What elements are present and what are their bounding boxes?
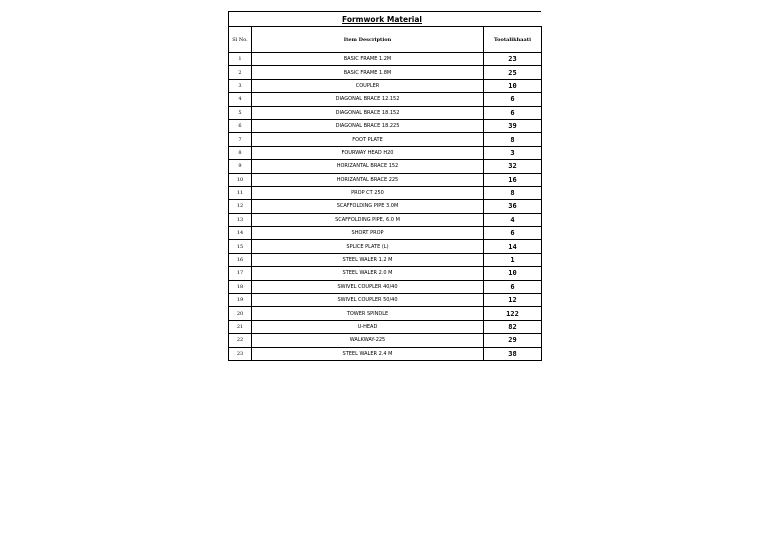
row-item-description: SWIVEL COUPLER 50/40 [252,294,484,307]
row-sl-no: 6 [229,119,252,132]
row-item-description: SPLICE PLATE (L) [252,240,484,253]
table-row [229,79,542,92]
row-item-description: SCAFFOLDING PIPE, 6.0 M [252,213,484,226]
table-row [229,307,542,320]
material-table [228,26,542,361]
row-sl-no: 10 [229,173,252,186]
row-item-description: DIAGONAL BRACE 18.225 [252,119,484,132]
table-row [229,133,542,146]
table-row [229,227,542,240]
table-row [229,240,542,253]
table-row [229,53,542,66]
header-sl-no: Sl No. [229,27,252,53]
row-quantity: 3 [484,146,542,159]
row-quantity: 12 [484,294,542,307]
row-quantity: 82 [484,320,542,333]
row-sl-no: 8 [229,146,252,159]
row-quantity: 8 [484,133,542,146]
row-quantity: 6 [484,227,542,240]
sheet-title: Formwork Material [342,15,422,24]
row-item-description: DIAGONAL BRACE 18.152 [252,106,484,119]
row-quantity: 6 [484,280,542,293]
row-item-description: PROP CT 250 [252,186,484,199]
row-sl-no: 3 [229,79,252,92]
row-item-description: SWIVEL COUPLER 40/40 [252,280,484,293]
table-row [229,267,542,280]
row-quantity: 14 [484,240,542,253]
row-item-description: TOWER SPINDLE [252,307,484,320]
row-sl-no: 19 [229,294,252,307]
row-quantity: 38 [484,347,542,360]
row-quantity: 8 [484,186,542,199]
row-quantity: 29 [484,334,542,347]
table-body [229,53,542,361]
row-quantity: 32 [484,160,542,173]
table-row [229,146,542,159]
row-quantity: 4 [484,213,542,226]
row-item-description: WALKWAY-225 [252,334,484,347]
formwork-sheet [228,11,541,361]
row-sl-no: 23 [229,347,252,360]
row-quantity: 1 [484,253,542,266]
row-sl-no: 13 [229,213,252,226]
header-item-description: Item Description [252,27,484,53]
row-quantity: 39 [484,119,542,132]
table-row [229,200,542,213]
row-item-description: STEEL WALER 1.2 M [252,253,484,266]
row-sl-no: 7 [229,133,252,146]
row-item-description: SCAFFOLDING PIPE 3.0M [252,200,484,213]
row-quantity: 23 [484,53,542,66]
row-item-description: FOURWAY HEAD H20 [252,146,484,159]
row-item-description: FOOT PLATE [252,133,484,146]
row-sl-no: 20 [229,307,252,320]
row-sl-no: 17 [229,267,252,280]
row-quantity: 122 [484,307,542,320]
row-sl-no: 9 [229,160,252,173]
row-sl-no: 21 [229,320,252,333]
table-row [229,186,542,199]
table-row [229,66,542,79]
row-quantity: 10 [484,267,542,280]
row-sl-no: 12 [229,200,252,213]
header-quantity: Tootalikhaati [484,27,542,53]
row-quantity: 36 [484,200,542,213]
row-sl-no: 22 [229,334,252,347]
table-row [229,106,542,119]
table-row [229,173,542,186]
table-row [229,93,542,106]
row-item-description: SHORT PROP [252,227,484,240]
table-row [229,320,542,333]
row-sl-no: 11 [229,186,252,199]
table-row [229,294,542,307]
row-sl-no: 14 [229,227,252,240]
row-item-description: COUPLER [252,79,484,92]
table-row [229,253,542,266]
row-item-description: BASIC FRAME 1.8M [252,66,484,79]
row-quantity: 16 [484,173,542,186]
row-quantity: 10 [484,79,542,92]
table-row [229,213,542,226]
row-item-description: U-HEAD [252,320,484,333]
row-quantity: 6 [484,93,542,106]
row-quantity: 25 [484,66,542,79]
table-row [229,280,542,293]
table-header-row [229,27,542,53]
row-sl-no: 1 [229,53,252,66]
row-quantity: 6 [484,106,542,119]
table-row [229,334,542,347]
row-sl-no: 16 [229,253,252,266]
row-sl-no: 5 [229,106,252,119]
row-sl-no: 18 [229,280,252,293]
row-sl-no: 15 [229,240,252,253]
row-item-description: DIAGONAL BRACE 12.152 [252,93,484,106]
row-item-description: HORIZANTAL BRACE 152 [252,160,484,173]
row-sl-no: 2 [229,66,252,79]
row-item-description: HORIZANTAL BRACE 225 [252,173,484,186]
sheet-title-row [228,11,541,26]
table-row [229,160,542,173]
row-item-description: BASIC FRAME 1.2M [252,53,484,66]
table-row [229,347,542,360]
table-row [229,119,542,132]
row-item-description: STEEL WALER 2.4 M [252,347,484,360]
row-item-description: STEEL WALER 2.0 M [252,267,484,280]
row-sl-no: 4 [229,93,252,106]
